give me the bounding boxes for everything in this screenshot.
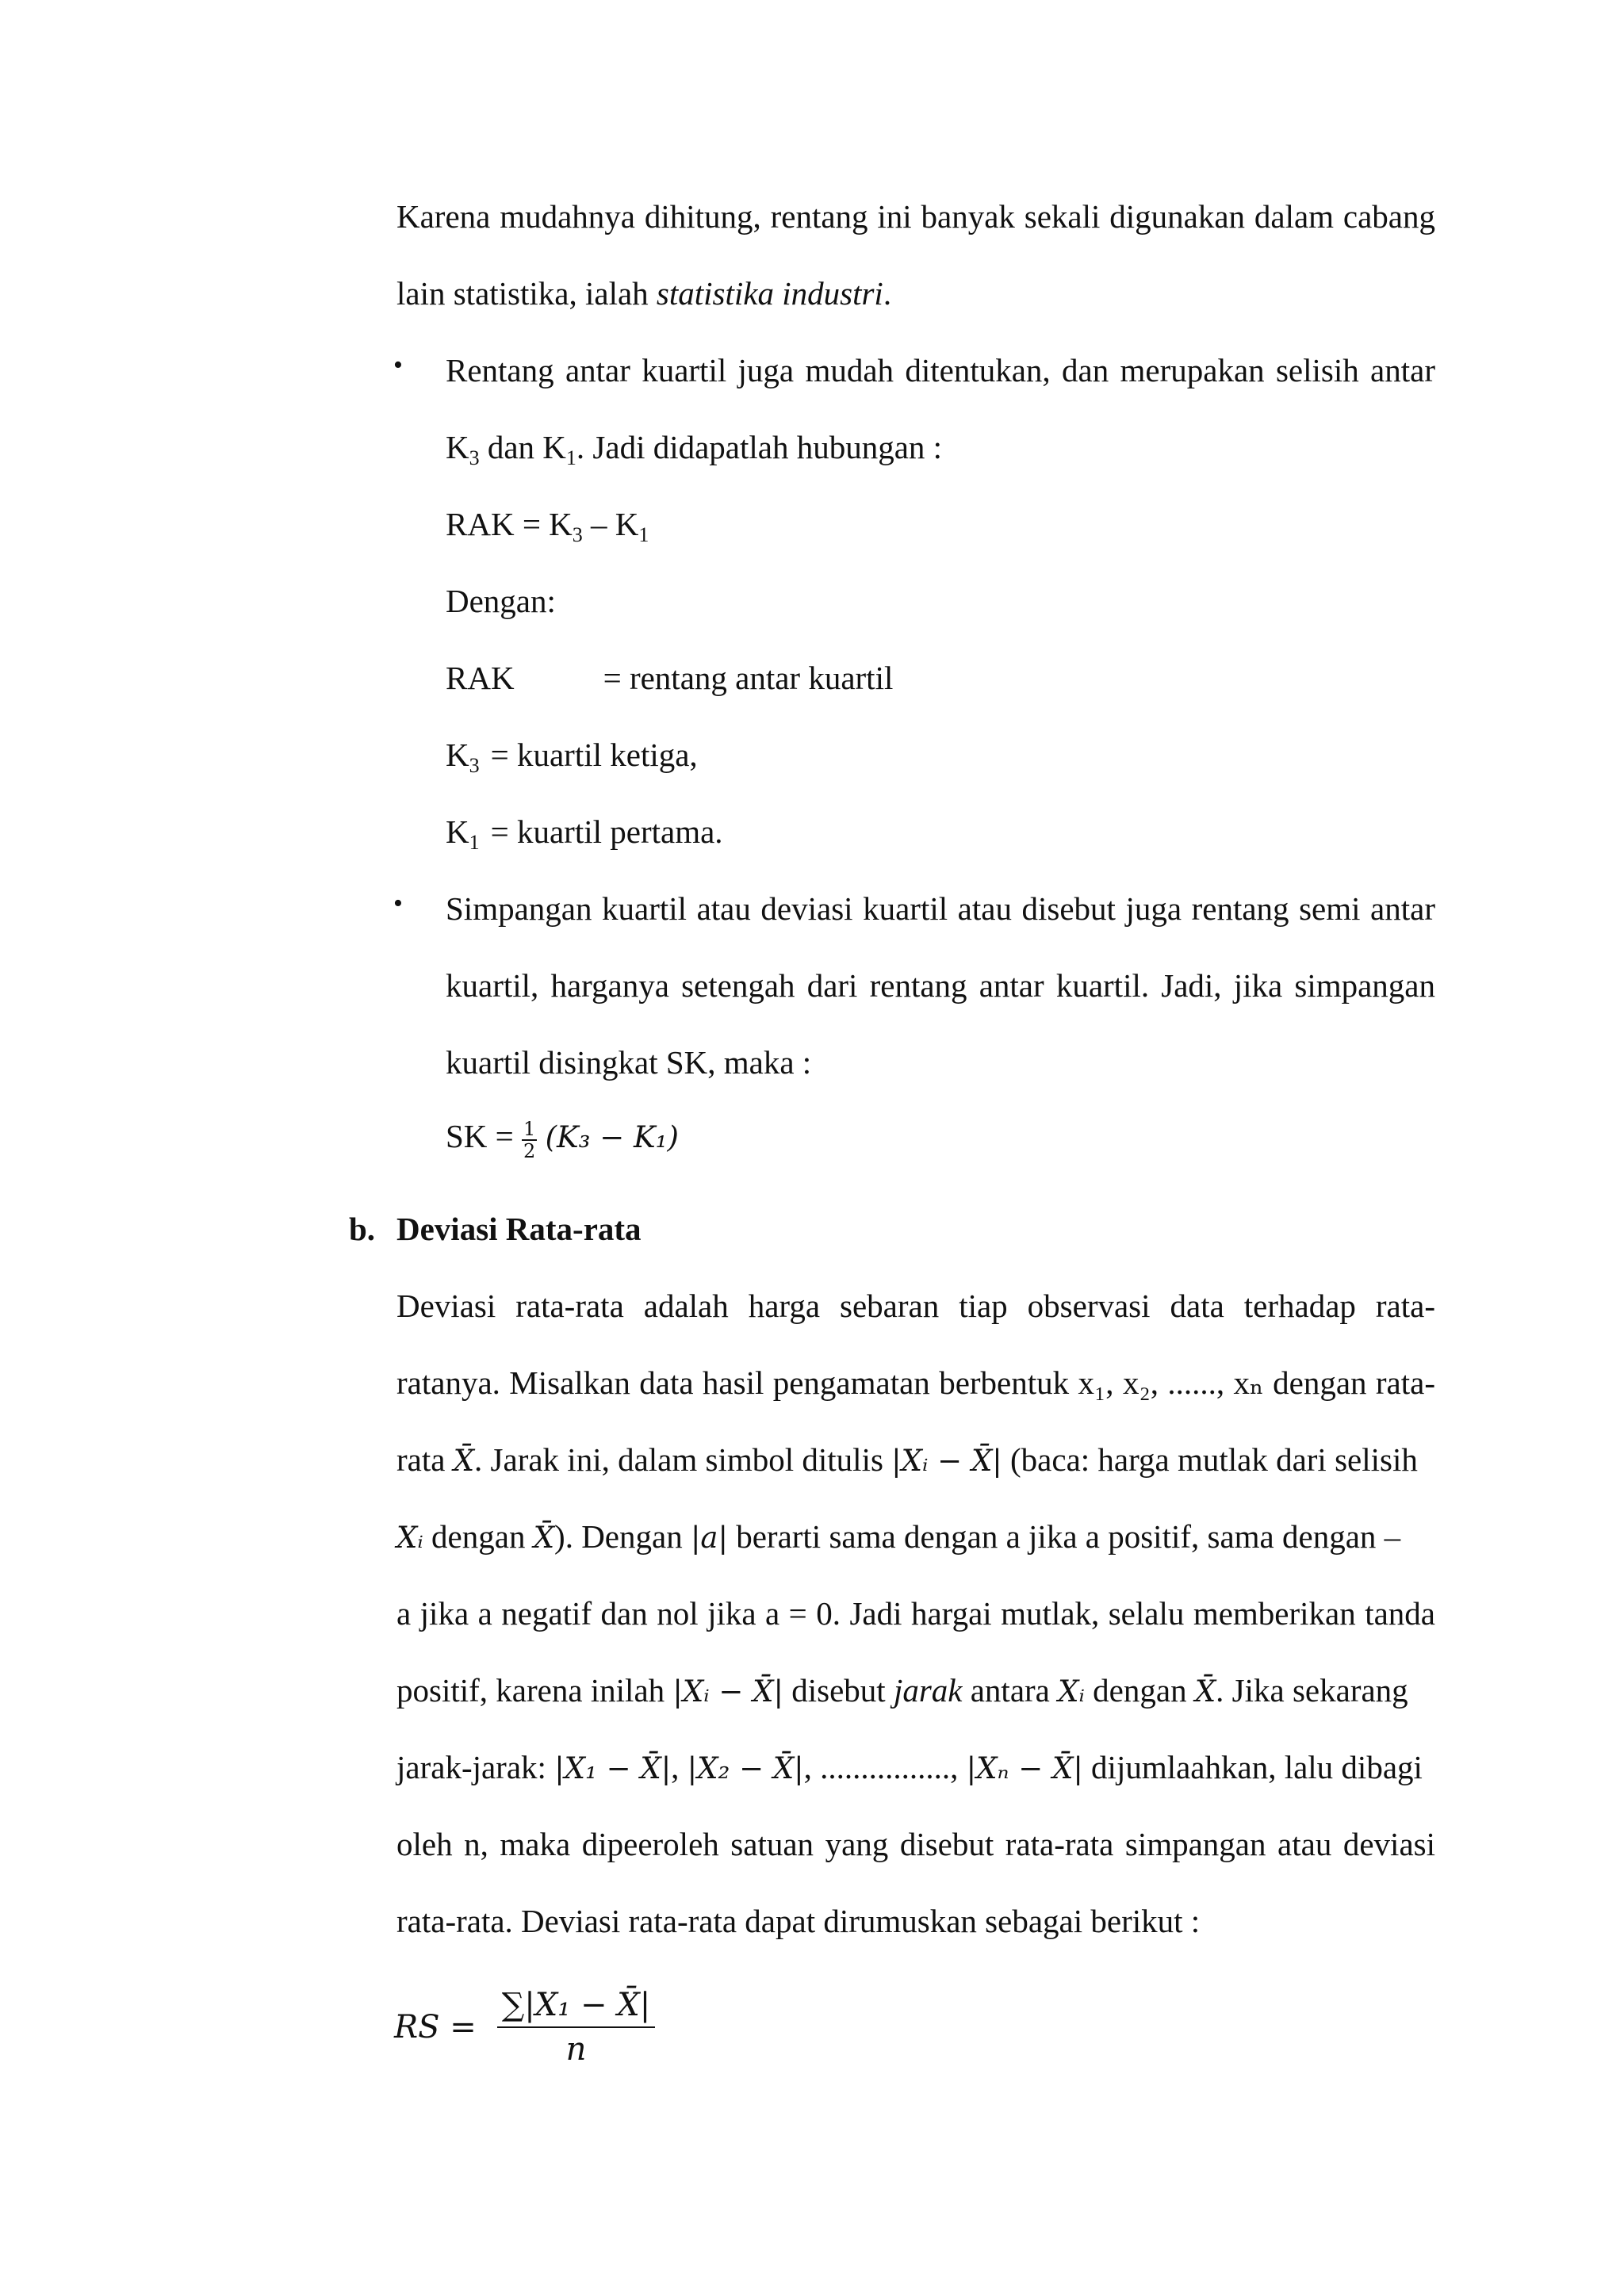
definition-k3: $K_3$ = kuartil ketiga, [446, 737, 698, 777]
dengan-label: Dengan: [446, 583, 556, 619]
bullet-icon: • [393, 350, 403, 380]
paragraph-2-line-9: rata-rata. Deviasi rata-rata dapat dirumuskan sebagai berikut : [396, 1903, 1201, 1939]
paragraph-2-line-4: Xᵢ dengan X̄). Dengan |a| berarti sama dengan a jika a positif, sama dengan – [396, 1518, 1401, 1555]
paragraph-1-line-2: lain statistika, ialah statistika industri. [396, 275, 892, 312]
paragraph-2-line-6: positif, karena inilah |Xᵢ − X̄| disebut jarak antara Xᵢ dengan X̄. Jika sekarang [396, 1672, 1408, 1709]
paragraph-2-line-2: ratanya. Misalkan data hasil pengamatan berbentuk x₁, x₂, ......, xₙ dengan rata- [396, 1364, 1435, 1401]
paragraph-2-line-3: rata X̄. Jarak ini, dalam simbol ditulis |Xᵢ − X̄| (baca: harga mutlak dari selisih [396, 1441, 1418, 1478]
rs-fraction [497, 1984, 655, 2071]
rs-numerator: ∑|X₁ − X̄| [497, 1984, 655, 2028]
bullet-icon: • [393, 889, 403, 918]
bullet-1-line-2: $K_3$ dan $K_1$. Jadi didapatlah hubungan : [446, 429, 943, 469]
definition-k1: $K_1$ = kuartil pertama. [446, 813, 723, 854]
rs-formula [394, 1984, 655, 2071]
half-fraction: $\frac{1}{2}$ [523, 1117, 536, 1162]
paragraph-2-line-1: Deviasi rata-rata adalah harga sebaran tiap observasi data terhadap rata- [396, 1288, 1435, 1324]
rs-formula-lhs: RS = [394, 2009, 477, 2045]
paragraph-1-line-1: Karena mudahnya dihitung, rentang ini banyak sekali digunakan dalam cabang [396, 198, 1435, 235]
section-b-marker: b. [349, 1211, 376, 1247]
bullet-2-line-1: Simpangan kuartil atau deviasi kuartil atau disebut juga rentang semi antar [446, 890, 1435, 927]
section-title: Deviasi Rata-rata [396, 1211, 642, 1247]
definition-rak: RAK = rentang antar kuartil [446, 660, 894, 696]
sk-formula: SK = $\frac{1}{2}$ (K₃ − K₁) [446, 1117, 679, 1162]
bullet-1-line-1: Rentang antar kuartil juga mudah ditentukan, dan merupakan selisih antar [446, 352, 1435, 388]
rak-formula: RAK = $K_3 - K_1$ [446, 506, 649, 546]
paragraph-2-line-5: a jika a negatif dan nol jika a = 0. Jadi hargai mutlak, selalu memberikan tanda [396, 1595, 1435, 1632]
rs-denominator: n [565, 2031, 587, 2068]
bullet-2-line-3: kuartil disingkat SK, maka : [446, 1044, 812, 1081]
paragraph-2-line-8: oleh n, maka dipeeroleh satuan yang disebut rata-rata simpangan atau deviasi [396, 1826, 1435, 1862]
bullet-2-line-2: kuartil, harganya setengah dari rentang antar kuartil. Jadi, jika simpangan [446, 967, 1435, 1004]
paragraph-2-line-7: jarak-jarak: |X₁ − X̄|, |X₂ − X̄|, ................, |Xₙ − X̄| dijumlaahkan, lalu dibagi [396, 1749, 1423, 1785]
